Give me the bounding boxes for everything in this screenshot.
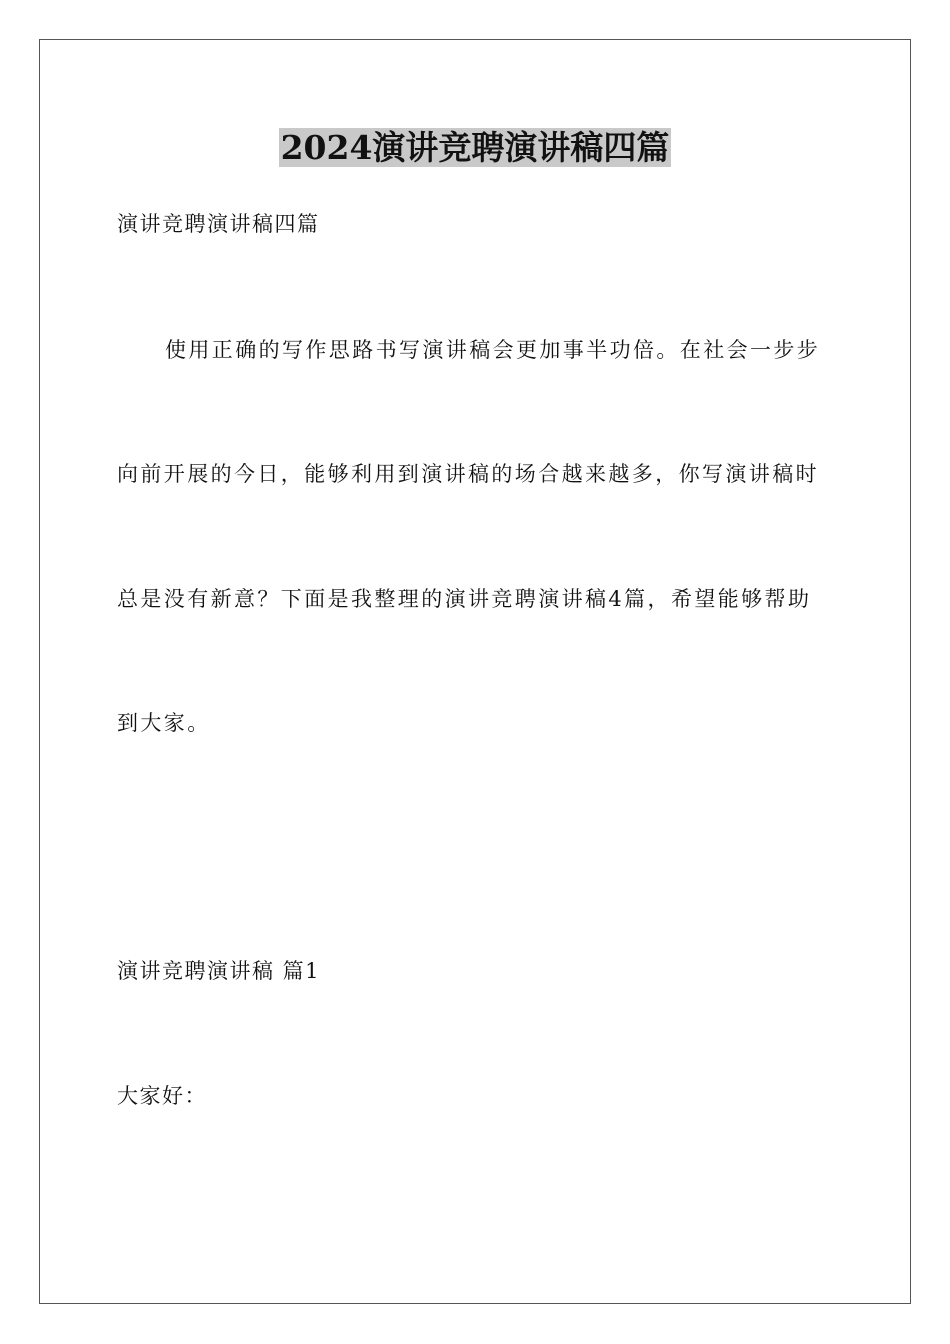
document-title	[0, 126, 950, 170]
section-heading: 演讲竞聘演讲稿 篇1	[117, 959, 321, 983]
intro-line-1: 使用正确的写作思路书写演讲稿会更加事半功倍。在社会一步步	[165, 338, 821, 362]
greeting: 大家好：	[117, 1084, 207, 1108]
intro-line-2: 向前开展的今日，能够利用到演讲稿的场合越来越多，你写演讲稿时	[117, 462, 819, 486]
intro-line-3: 总是没有新意？下面是我整理的演讲竞聘演讲稿4篇，希望能够帮助	[117, 587, 812, 611]
document-subtitle: 演讲竞聘演讲稿四篇	[117, 212, 320, 236]
intro-line-4: 到大家。	[117, 711, 211, 735]
document-title-text: 2024演讲竞聘演讲稿四篇	[280, 128, 670, 167]
